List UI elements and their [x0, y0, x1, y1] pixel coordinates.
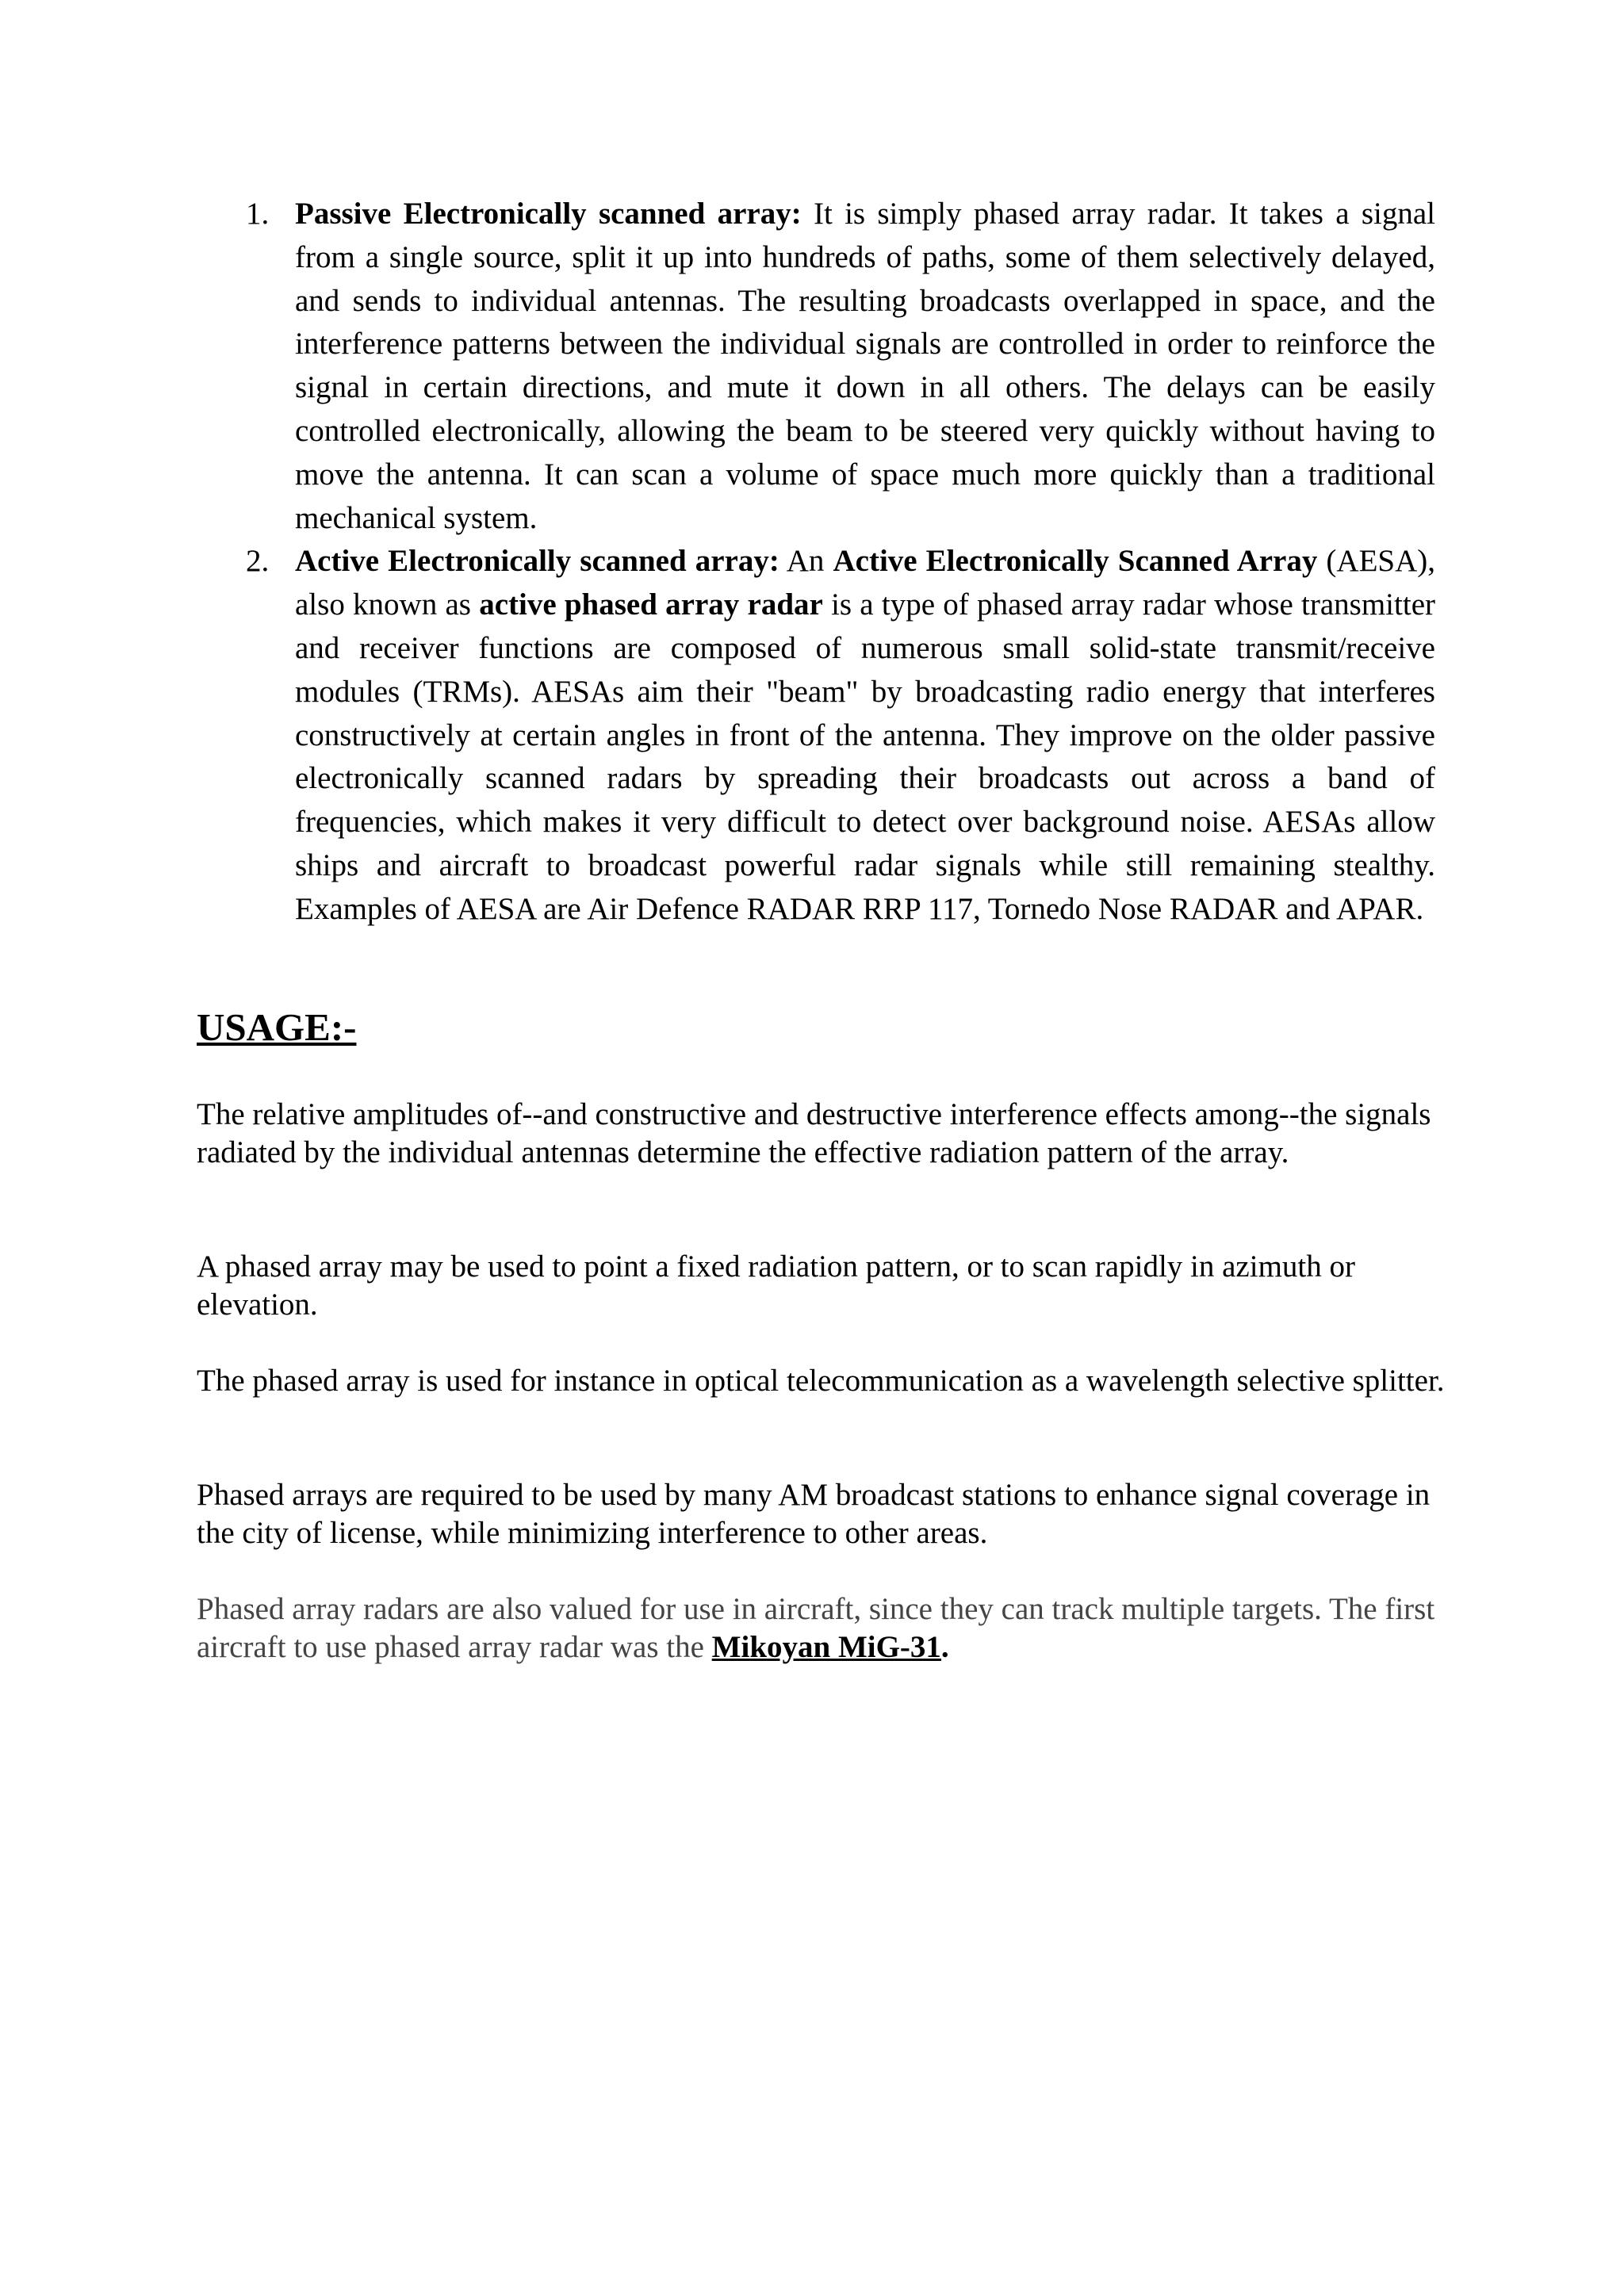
bold-term-aesa: Active Electronically Scanned Array — [833, 544, 1318, 579]
list-number: 1. — [246, 197, 270, 231]
list-number: 2. — [246, 544, 270, 579]
bold-term-active-phased-array: active phased array radar — [479, 587, 823, 622]
list-item-text: (AESA), also known as — [295, 544, 1435, 622]
usage-heading: USAGE:- — [197, 1005, 357, 1049]
radar-types-list — [238, 193, 1435, 932]
list-item — [238, 193, 1435, 540]
paragraph-period: . — [940, 1630, 949, 1664]
usage-paragraph-text: Phased array radars are also valued for use in aircraft, since they can track multiple targets. The first aircraft to use phased array radar was the — [197, 1592, 1435, 1664]
usage-paragraph-aircraft — [197, 1590, 1450, 1667]
usage-paragraph: A phased array may be used to point a fixed radiation pattern, or to scan rapidly in azimuth or elevation. — [197, 1249, 1355, 1322]
list-item-text: It is simply phased array radar. It takes a signal from a single source, split it up into hundreds of paths, some of them selectively delayed, and sends to individual antennas. The resulting broadcasts overlapped in space, and the interference patterns between the individual signals are controlled in order to reinforce the signal in certain directions, and mute it down in all others. The delays can be easily controlled electronically, allowing the beam to be steered very quickly without having to move the antenna. It can scan a volume of space much more quickly than a traditional mechanical system. — [295, 197, 1435, 535]
usage-paragraph: The phased array is used for instance in optical telecommunication as a wavelength selective splitter. — [197, 1364, 1445, 1398]
usage-paragraph: The relative amplitudes of--and constructive and destructive interference effects among--the signals radiated by the individual antennas determine the effective radiation pattern of the array. — [197, 1097, 1431, 1169]
list-item-text: is a type of phased array radar whose transmitter and receiver functions are composed of numerous small solid-state transmit/receive modules (TRMs). AESAs aim their "beam" by broadcasting radio energy that interferes constructively at certain angles in front of the antenna. They improve on the older passive electronically scanned radars by spreading their broadcasts out across a band of frequencies, which makes it very difficult to detect over background noise. AESAs allow ships and aircraft to broadcast powerful radar signals while still remaining stealthy. Examples of AESA are Air Defence RADAR RRP 117, Tornedo Nose RADAR and APAR. — [295, 587, 1435, 926]
list-item-title: Passive Electronically scanned array: — [295, 197, 802, 231]
mikoyan-mig-31-link[interactable]: Mikoyan MiG-31 — [711, 1630, 941, 1664]
list-item — [238, 540, 1435, 931]
usage-paragraph: Phased arrays are required to be used by many AM broadcast stations to enhance signal coverage in the city of license, while minimizing interference to other areas. — [197, 1478, 1431, 1550]
list-item-text: An — [779, 544, 833, 579]
list-item-title: Active Electronically scanned array: — [295, 544, 779, 579]
